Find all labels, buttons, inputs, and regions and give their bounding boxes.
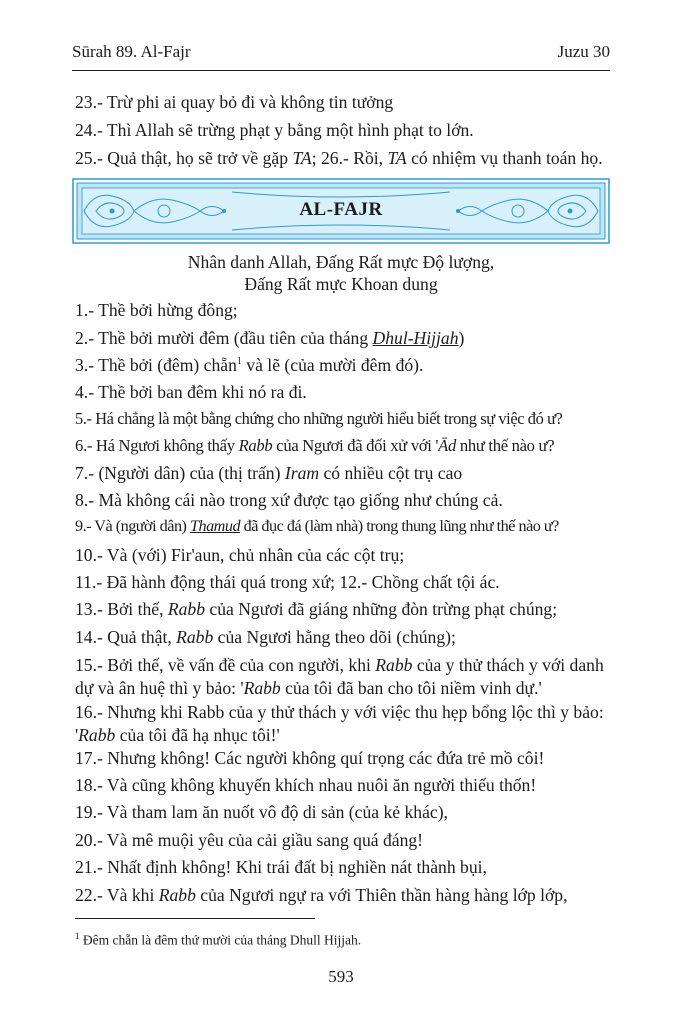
surah-title: AL-FAJR — [299, 199, 383, 220]
verse-3: 3.- Thề bởi (đêm) chẵn$^1$ và lẽ (của mười đêm đó). — [75, 355, 424, 375]
verse-24: 24.- Thì Allah sẽ trừng phạt y bằng một hình phạt to lớn. — [75, 120, 474, 140]
verse-14: 14.- Quả thật, Rabb của Ngươi hằng theo dõi (chúng); — [75, 627, 456, 647]
verse-10: 10.- Và (với) Fir'aun, chủ nhân của các cột trụ; — [75, 545, 405, 565]
verse-25-26: 25.- Quả thật, họ sẽ trở về gặp TA; 26.- Rồi, TA có nhiệm vụ thanh toán họ. — [75, 148, 603, 168]
verse-11-12: 11.- Đã hành động thái quá trong xứ; 12.- Chồng chất tội ác. — [75, 572, 500, 592]
verse-16: 16.- Nhưng khi Rabb của y thử thách y với việc thu hẹp bổng lộc thì y bảo: 'Rabb của tôi đã hạ nhục tôi!' — [75, 702, 604, 745]
verse-9: 9.- Và (người dân) Thamud đã đục đá (làm nhà) trong thung lũng như thế nào ư? — [75, 517, 559, 535]
verse-7: 7.- (Người dân) của (thị trấn) Iram có nhiều cột trụ cao — [75, 463, 463, 483]
verse-17: 17.- Nhưng không! Các người không quí trọng các đứa trẻ mồ côi! — [75, 748, 545, 768]
verse-8: 8.- Mà không cái nào trong xứ được tạo giống như chúng cả. — [75, 490, 503, 510]
footnote — [75, 931, 361, 949]
footnote-divider — [75, 918, 315, 919]
footnote-text: Đêm chẵn là đêm thứ mười của tháng Dhull Hijjah. — [79, 932, 362, 948]
verse-23: 23.- Trừ phi ai quay bỏ đi và không tin tưởng — [75, 92, 394, 112]
surah-title-banner — [72, 178, 610, 244]
verse-20: 20.- Và mê muội yêu của cải giầu sang quá đáng! — [75, 830, 424, 850]
footnote-marker: 1 — [236, 356, 242, 368]
running-header — [72, 42, 610, 66]
verse-1: 1.- Thề bởi hừng đông; — [75, 300, 238, 320]
verse-15: 15.- Bởi thế, về vấn đề của con người, khi Rabb của y thử thách y với danh dự và ân huệ thì y bảo: 'Rabb của tôi đã ban cho tôi niềm vinh dự.' — [75, 655, 604, 698]
verse-2: 2.- Thề bởi mười đêm (đầu tiên của tháng Dhul-Hijjah) — [75, 328, 465, 348]
header-surah-title: Sūrah 89. Al-Fajr — [72, 42, 191, 61]
header-juz-label: Juzu 30 — [557, 42, 610, 61]
verse-6: 6.- Há Ngươi không thấy Rabb của Ngươi đã đối xử với 'Ād như thế nào ư? — [75, 436, 555, 455]
verse-4: 4.- Thề bởi ban đêm khi nó ra đi. — [75, 382, 307, 402]
verse-13: 13.- Bởi thế, Rabb của Ngươi đã giáng những đòn trừng phạt chúng; — [75, 599, 558, 619]
verse-21: 21.- Nhất định không! Khi trái đất bị nghiền nát thành bụi, — [75, 857, 487, 877]
basmala-line-2: Đấng Rất mực Khoan dung — [244, 274, 438, 294]
verse-18: 18.- Và cũng không khuyến khích nhau nuôi ăn người thiếu thốn! — [75, 775, 537, 795]
verse-5: 5.- Há chẳng là một bằng chứng cho những người hiểu biết trong sự việc đó ư? — [75, 409, 563, 428]
header-divider — [72, 70, 610, 71]
page-number: 593 — [328, 967, 354, 986]
verse-22: 22.- Và khi Rabb của Ngươi ngự ra với Thiên thần hàng hàng lớp lớp, — [75, 885, 568, 905]
footnote-number: 1 — [75, 931, 80, 941]
verse-19: 19.- Và tham lam ăn nuốt vô độ di sản (của kẻ khác), — [75, 802, 448, 822]
basmala-line-1: Nhân danh Allah, Đấng Rất mực Độ lượng, — [187, 252, 495, 272]
